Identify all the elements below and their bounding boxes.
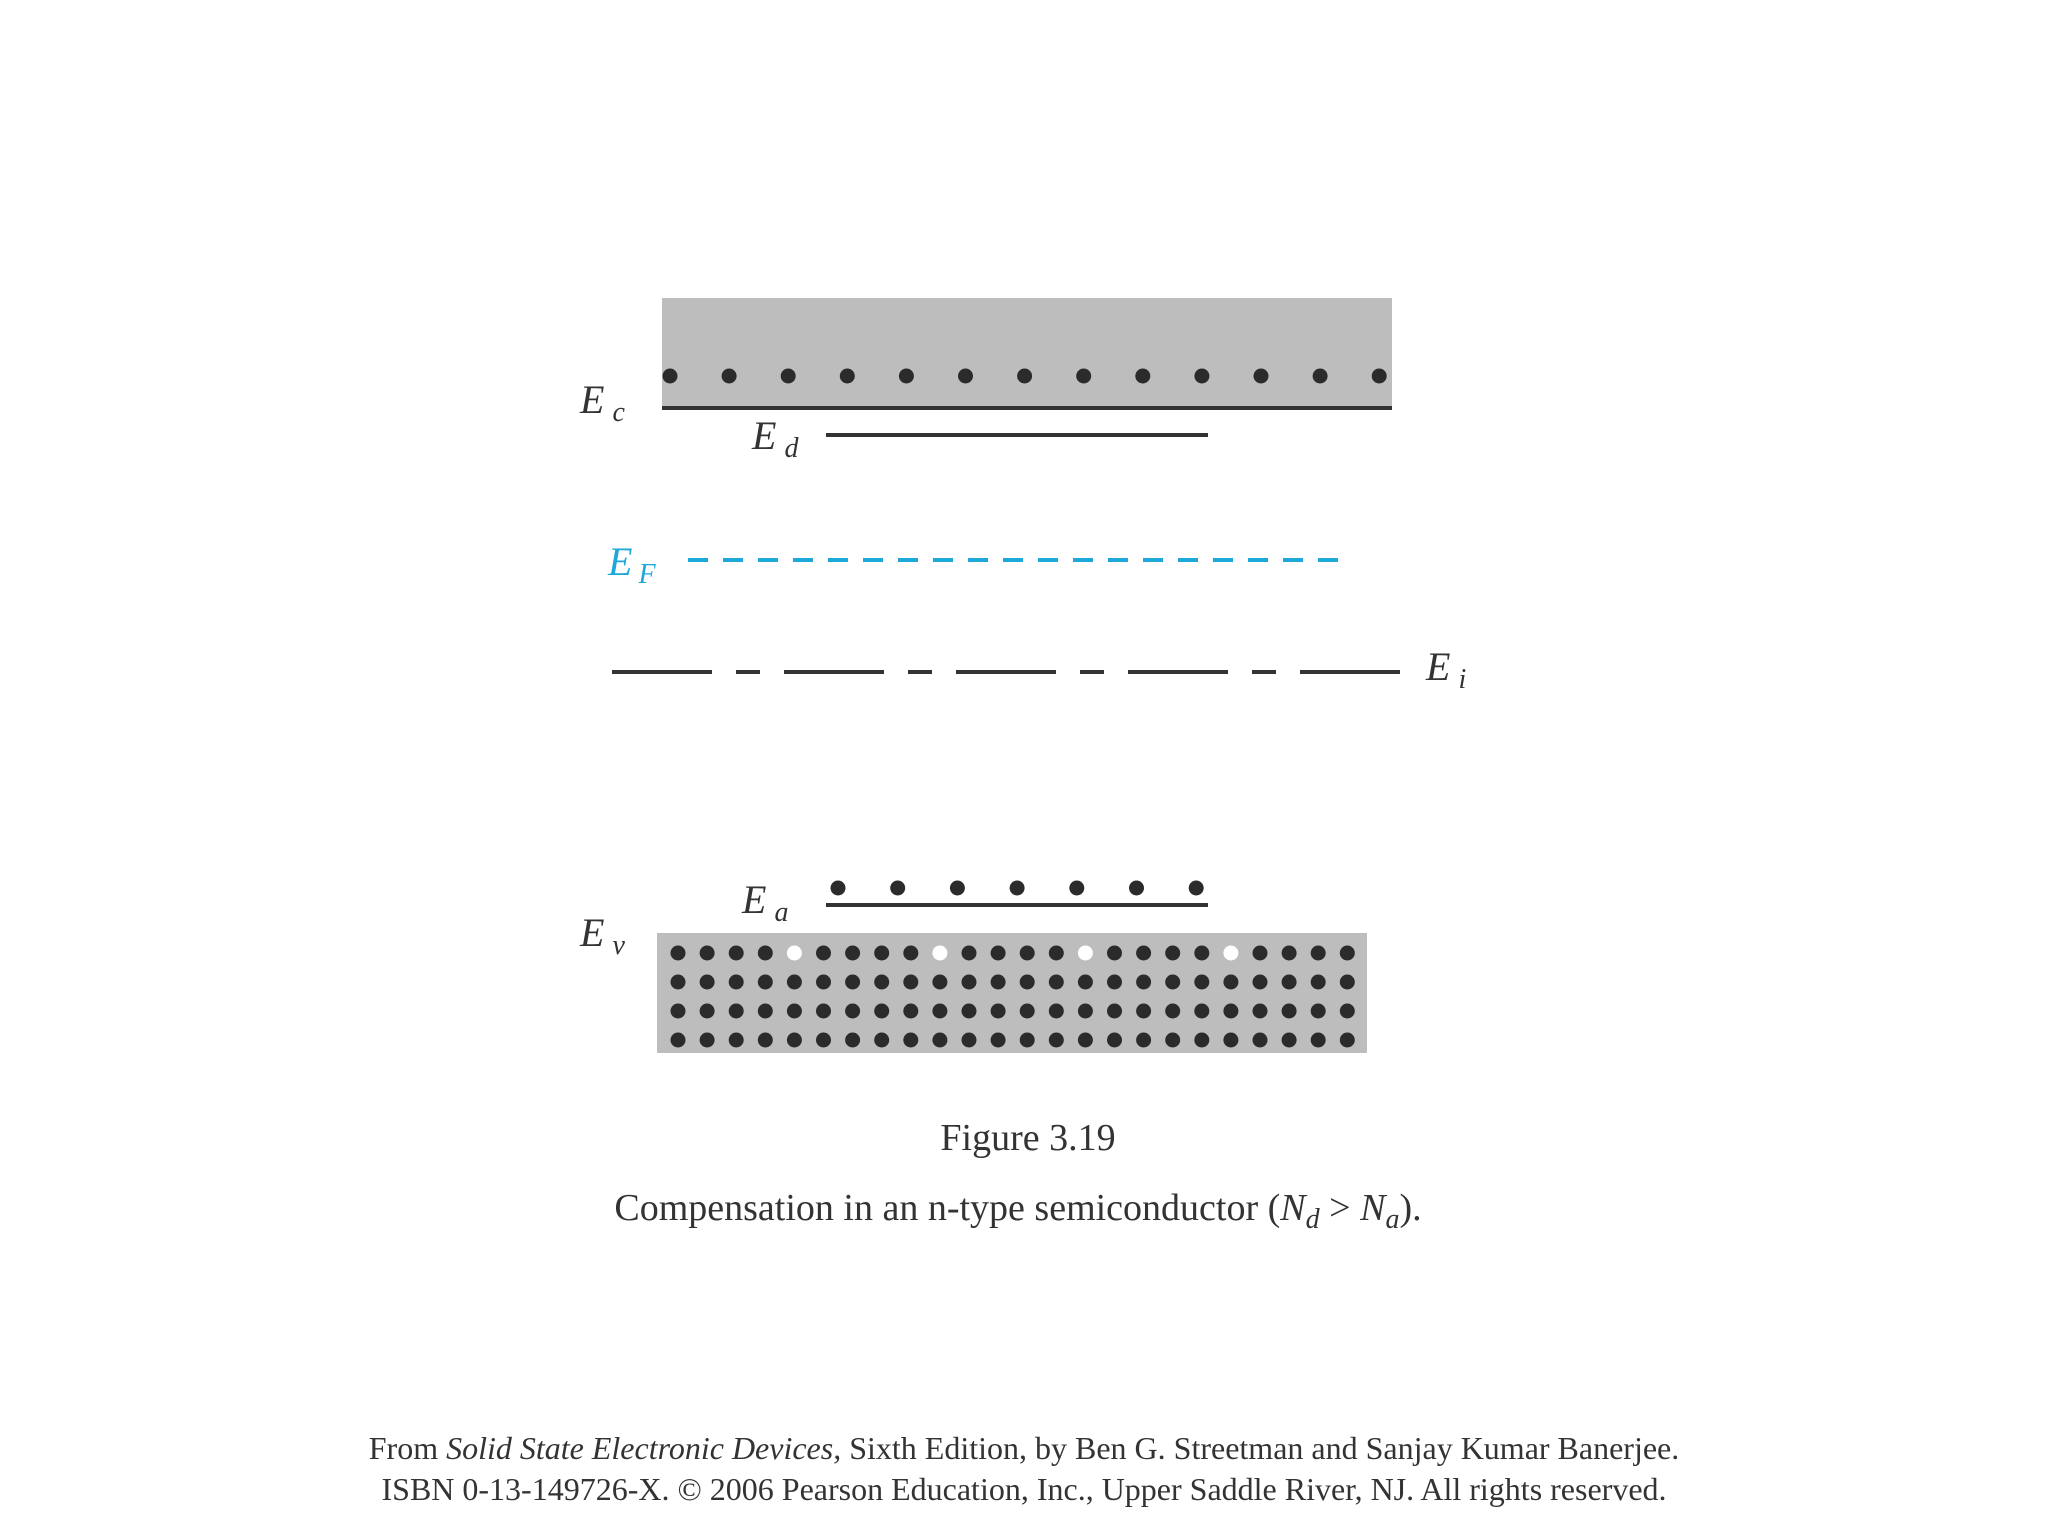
electron-dot <box>1282 946 1297 961</box>
electron-dot <box>671 1004 686 1019</box>
electron-dot <box>874 946 889 961</box>
electron-dot <box>729 975 744 990</box>
electron-dot <box>1136 946 1151 961</box>
electron-dot <box>1135 369 1150 384</box>
electron-dot <box>1189 881 1204 896</box>
electron-dot <box>899 369 914 384</box>
electron-dot <box>845 946 860 961</box>
hole-dot <box>1223 946 1238 961</box>
electron-dot <box>1069 881 1084 896</box>
electron-dot <box>1049 975 1064 990</box>
electron-dot <box>1020 1033 1035 1048</box>
electron-dot <box>1194 1004 1209 1019</box>
electron-dot <box>903 975 918 990</box>
hole-dot <box>932 946 947 961</box>
ef-label: E $_F$ <box>608 539 656 590</box>
electron-dot <box>1049 946 1064 961</box>
electron-dot <box>1340 975 1355 990</box>
electron-dot <box>816 946 831 961</box>
electron-dot <box>1078 975 1093 990</box>
electron-dot <box>729 1004 744 1019</box>
electron-dot <box>729 946 744 961</box>
electron-dot <box>1165 946 1180 961</box>
electron-dot <box>1107 975 1122 990</box>
electron-dot <box>874 1033 889 1048</box>
electron-dot <box>1165 975 1180 990</box>
electron-dot <box>1194 1033 1209 1048</box>
electron-dot <box>1340 1004 1355 1019</box>
electron-dot <box>1311 946 1326 961</box>
electron-dot <box>1372 369 1387 384</box>
electron-dot <box>1194 975 1209 990</box>
electron-dot <box>932 1004 947 1019</box>
electron-dot <box>1311 1033 1326 1048</box>
electron-dot <box>1253 1033 1268 1048</box>
electron-dot <box>1049 1004 1064 1019</box>
electron-dot <box>831 881 846 896</box>
electron-dot <box>845 1033 860 1048</box>
electron-dot <box>1311 975 1326 990</box>
electron-dot <box>1194 369 1209 384</box>
electron-dot <box>1254 369 1269 384</box>
electron-dot <box>1165 1033 1180 1048</box>
credit-line-2: ISBN 0-13-149726-X. © 2006 Pearson Education, Inc., Upper Saddle River, NJ. All rights reserved. <box>381 1471 1667 1507</box>
electron-dot <box>671 946 686 961</box>
electron-dot <box>1136 1004 1151 1019</box>
electron-dot <box>1253 975 1268 990</box>
ea-label: E $_a$ <box>742 877 789 928</box>
ei-label: E $_i$ <box>1426 644 1467 695</box>
electron-dot <box>962 946 977 961</box>
electron-dot <box>932 975 947 990</box>
electron-dot <box>1313 369 1328 384</box>
electron-dot <box>758 1004 773 1019</box>
electron-dot <box>1020 1004 1035 1019</box>
electron-dot <box>1223 1033 1238 1048</box>
electron-dot <box>845 1004 860 1019</box>
electron-dot <box>962 1033 977 1048</box>
electron-dot <box>1282 1004 1297 1019</box>
electron-dot <box>671 1033 686 1048</box>
electron-dot <box>1017 369 1032 384</box>
hole-dot <box>787 946 802 961</box>
electron-dot <box>874 1004 889 1019</box>
electron-dot <box>1020 946 1035 961</box>
electron-dot <box>845 975 860 990</box>
electron-dot <box>903 1033 918 1048</box>
electron-dot <box>1020 975 1035 990</box>
credit-line-1: From Solid State Electronic Devices, Sixth Edition, by Ben G. Streetman and Sanjay Kumar Banerjee. <box>368 1430 1680 1466</box>
electron-dot <box>1165 1004 1180 1019</box>
electron-dot <box>1340 946 1355 961</box>
electron-dot <box>1107 1033 1122 1048</box>
electron-dot <box>991 946 1006 961</box>
electron-dot <box>700 946 715 961</box>
electron-dot <box>890 881 905 896</box>
electron-dot <box>840 369 855 384</box>
electron-dot <box>1107 946 1122 961</box>
electron-dot <box>962 1004 977 1019</box>
electron-dot <box>722 369 737 384</box>
electron-dot <box>671 975 686 990</box>
electron-dot <box>787 975 802 990</box>
electron-dot <box>816 1004 831 1019</box>
electron-dot <box>1076 369 1091 384</box>
electron-dot <box>991 1004 1006 1019</box>
electron-dot <box>729 1033 744 1048</box>
electron-dot <box>932 1033 947 1048</box>
electron-dot <box>1136 1033 1151 1048</box>
hole-dot <box>1078 946 1093 961</box>
electron-dot <box>874 975 889 990</box>
electron-dot <box>787 1004 802 1019</box>
electron-dot <box>1194 946 1209 961</box>
electron-dot <box>816 975 831 990</box>
electron-dot <box>663 369 678 384</box>
electron-dot <box>1010 881 1025 896</box>
electron-dot <box>700 975 715 990</box>
ec-label: E $_c$ <box>580 377 625 428</box>
ed-label: E $_d$ <box>752 413 799 464</box>
electron-dot <box>1223 1004 1238 1019</box>
electron-dot <box>787 1033 802 1048</box>
electron-dot <box>1129 881 1144 896</box>
acceptor-electrons <box>831 881 1204 896</box>
electron-dot <box>700 1033 715 1048</box>
electron-dot <box>1078 1033 1093 1048</box>
electron-dot <box>903 946 918 961</box>
electron-dot <box>816 1033 831 1048</box>
electron-dot <box>991 1033 1006 1048</box>
ev-label: E $_v$ <box>580 910 625 961</box>
electron-dot <box>1107 1004 1122 1019</box>
figure-number: Figure 3.19 <box>940 1117 1116 1159</box>
electron-dot <box>758 975 773 990</box>
electron-dot <box>903 1004 918 1019</box>
electron-dot <box>1340 1033 1355 1048</box>
electron-dot <box>1223 975 1238 990</box>
electron-dot <box>1078 1004 1093 1019</box>
electron-dot <box>1311 1004 1326 1019</box>
electron-dot <box>1136 975 1151 990</box>
figure-caption: Compensation in an n-type semiconductor $(N_d > N_a)$. <box>614 1187 1422 1235</box>
electron-dot <box>991 975 1006 990</box>
electron-dot <box>1253 946 1268 961</box>
electron-dot <box>958 369 973 384</box>
electron-dot <box>758 1033 773 1048</box>
electron-dot <box>781 369 796 384</box>
electron-dot <box>1253 1004 1268 1019</box>
electron-dot <box>758 946 773 961</box>
conduction-band <box>662 298 1392 408</box>
electron-dot <box>1282 1033 1297 1048</box>
electron-dot <box>1282 975 1297 990</box>
electron-dot <box>1049 1033 1064 1048</box>
electron-dot <box>950 881 965 896</box>
electron-dot <box>700 1004 715 1019</box>
electron-dot <box>962 975 977 990</box>
